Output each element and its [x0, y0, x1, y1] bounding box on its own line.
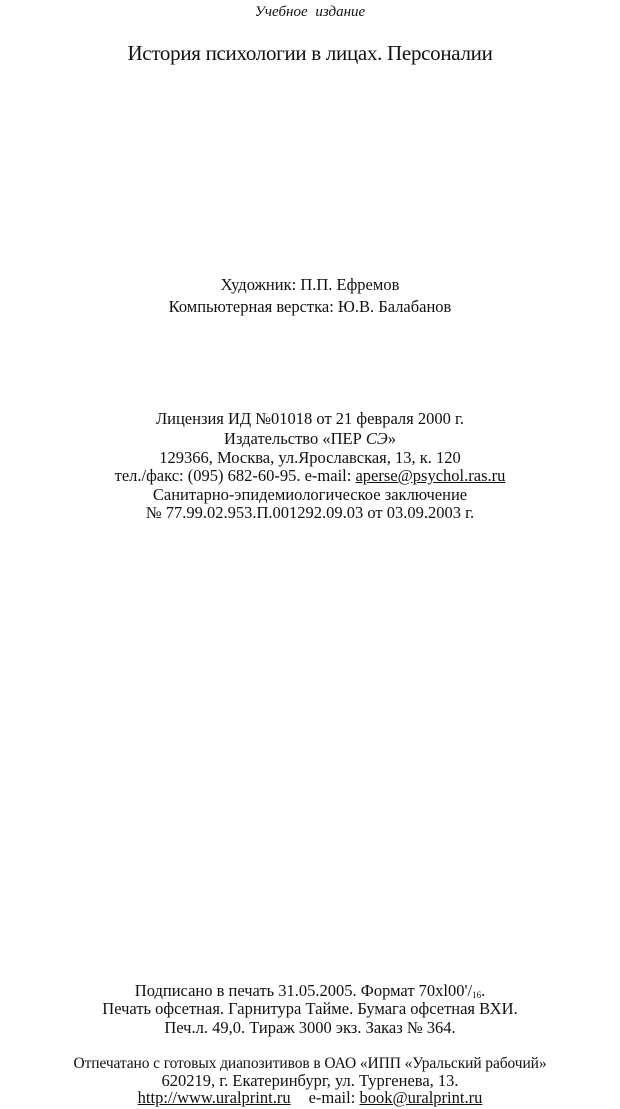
book-title: История психологии в лицах. Персоналии — [127, 41, 493, 65]
edition-label: Учебное издание — [254, 4, 366, 20]
license-line: Лицензия ИД №01018 от 21 февраля 2000 г. — [155, 409, 465, 428]
publisher-address: 129366, Москва, ул.Ярославская, 13, к. 120 — [159, 448, 461, 467]
printer-contact: http://www.uralprint.ru e-mail: book@uralprint.ru — [137, 1088, 483, 1107]
printer-address: 620219, г. Екатеринбург, ул. Тургенева, 13. — [161, 1071, 459, 1090]
printer-email-link[interactable]: book@uralprint.ru — [359, 1088, 483, 1107]
signed-line: Подписано в печать 31.05.2005. Формат $70xl00'/_{16}$. — [134, 981, 486, 1000]
printed-by-line: Отпечатано с готовых диапозитивов в ОАО «ИПП «Уральский рабочий» — [73, 1055, 547, 1072]
publisher-contact: тел./факс: (095) 682-60-95. e-mail: aperse@psychol.ras.ru — [114, 466, 506, 485]
publisher-email-link[interactable]: aperse@psychol.ras.ru — [355, 466, 506, 485]
volume-line: Печ.л. 49,0. Тираж 3000 экз. Заказ № 364. — [164, 1018, 456, 1037]
artist-credit: Художник: П.П. Ефремов — [220, 275, 400, 294]
publisher-name: Издательство «ПЕР СЭ» — [224, 429, 396, 448]
sanitary-line: Санитарно-эпидемиологическое заключение — [152, 485, 468, 504]
print-type-line: Печать офсетная. Гарнитура Тайме. Бумага офсетная ВХИ. — [102, 999, 518, 1018]
layout-credit: Компьютерная верстка: Ю.В. Балабанов — [168, 297, 452, 316]
sanitary-number: № 77.99.02.953.П.001292.09.03 от 03.09.2003 г. — [145, 503, 475, 522]
printer-url-link[interactable]: http://www.uralprint.ru — [137, 1088, 291, 1107]
